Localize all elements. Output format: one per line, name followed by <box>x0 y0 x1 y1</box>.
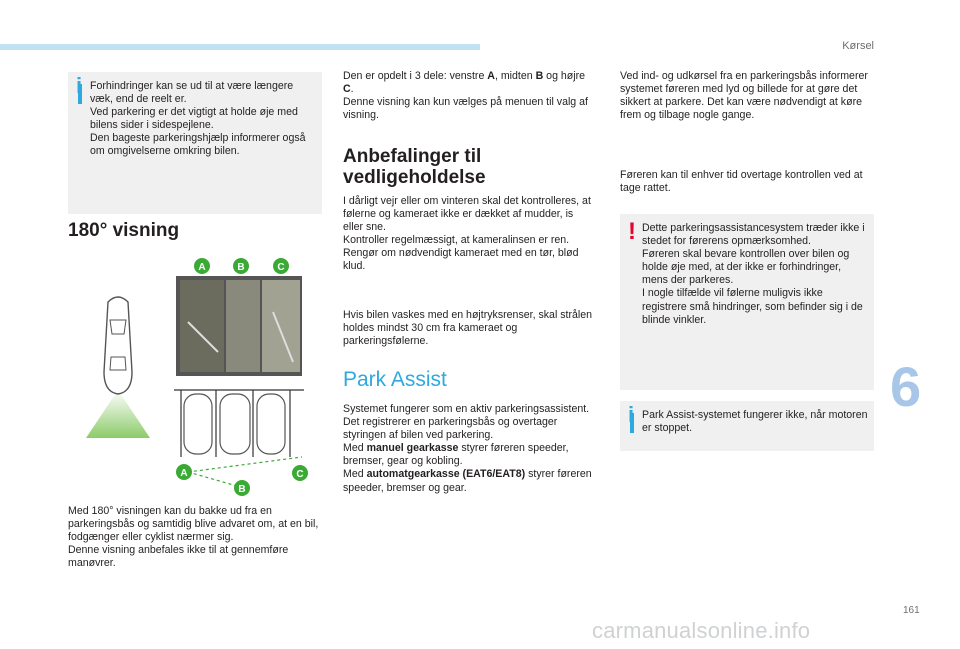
parked-cars-icon <box>184 394 285 454</box>
heading-180-view: 180° visning <box>68 220 180 241</box>
svg-text:A: A <box>198 262 206 273</box>
para-intro: Den er opdelt i 3 dele: venstre A, midten B og højre C. Denne visning kan kun vælges på menuen til valg af visning. <box>343 70 588 122</box>
para-system-info: Ved ind- og udkørsel fra en parkeringsbås informerer systemet føreren med lyd og billede for at gøre det sikkert at parkere. Det kan være nødvendigt at køre frem og tilbage nogle gange. <box>620 70 868 122</box>
heading-park-assist: Park Assist <box>343 368 447 391</box>
heading-maintenance: Anbefalinger til vedligeholdelse <box>343 146 486 188</box>
warning-box <box>620 214 874 390</box>
badge-b-bottom <box>234 480 250 496</box>
figure-180-view <box>68 252 322 497</box>
car-top-view-icon <box>104 297 132 394</box>
svg-text:C: C <box>277 262 285 273</box>
svg-text:C: C <box>296 469 304 480</box>
para-driver-control: Føreren kan til enhver tid overtage kontrollen ved at tage rattet. <box>620 169 863 195</box>
badge-c-bottom <box>292 465 308 481</box>
info-icon: i <box>76 73 83 98</box>
svg-text:B: B <box>237 262 245 273</box>
warning-text: Dette parkeringsassistancesystem træder ikke i stedet for førerens opmærksomhed. Føreren skal bevare kontrollen over bilen og holde øje med, at der ikke er forhindringer, mens der parkeres. I nogle tilfælde vil følerne muligvis ikke registrere små hindringer, som befinder sig i de blinde vinkler. <box>642 222 865 326</box>
para-maintenance: I dårligt vejr eller om vinteren skal det kontrolleres, at følerne og kameraet ikke er dækket af mudder, is eller sne. Kontroller regelmæssigt, at kameralinsen er ren. Rengør om nødvendigt kameraet med en tør, blød klud. <box>343 195 591 273</box>
info-icon: i <box>628 402 635 427</box>
watermark: carmanualsonline.info <box>592 618 811 643</box>
camera-cone <box>86 390 150 438</box>
badge-b-top <box>233 258 249 274</box>
header-bar <box>0 44 480 50</box>
warning-icon: ! <box>628 218 636 245</box>
badge-a-bottom <box>176 464 192 480</box>
svg-text:A: A <box>180 468 188 479</box>
info-engine-text: Park Assist-systemet fungerer ikke, når motoren er stoppet. <box>642 409 868 435</box>
para-180-view: Med 180° visningen kan du bakke ud fra en parkeringsbås og samtidig blive advaret om, at en bil, fodgænger eller cyklist nærmer sig. Denne visning anbefales ikke til at gennemføre manøvrer. <box>68 505 319 570</box>
svg-text:B: B <box>238 484 246 495</box>
section-title: Kørsel <box>842 40 874 52</box>
badge-a-top <box>194 258 210 274</box>
info-box-engine <box>620 401 874 451</box>
info-text: Forhindringer kan se ud til at være længere væk, end de reelt er. Ved parkering er det vigtigt at holde øje med bilens sider i sidespejlene. Den bageste parkeringshjælp informerer også om omgivelserne omkring bilen. <box>90 80 306 158</box>
chapter-number: 6 <box>890 355 922 418</box>
para-park-assist: Systemet fungerer som en aktiv parkeringsassistent. Det registrerer en parkeringsbås og overtager styringen af bilen ved parkering. Med manuel gearkasse styrer føreren speeder, bremser, gear og kobling. Med automatgearkasse (EAT6/EAT8) styrer føreren speeder, bremser og gear. <box>343 403 592 494</box>
badge-c-top <box>273 258 289 274</box>
info-box-obstacles <box>68 72 322 214</box>
para-washing: Hvis bilen vaskes med en højtryksrenser, skal strålen holdes mindst 30 cm fra kameraet og parkeringsfølerne. <box>343 309 593 348</box>
page-number: 161 <box>903 605 920 616</box>
